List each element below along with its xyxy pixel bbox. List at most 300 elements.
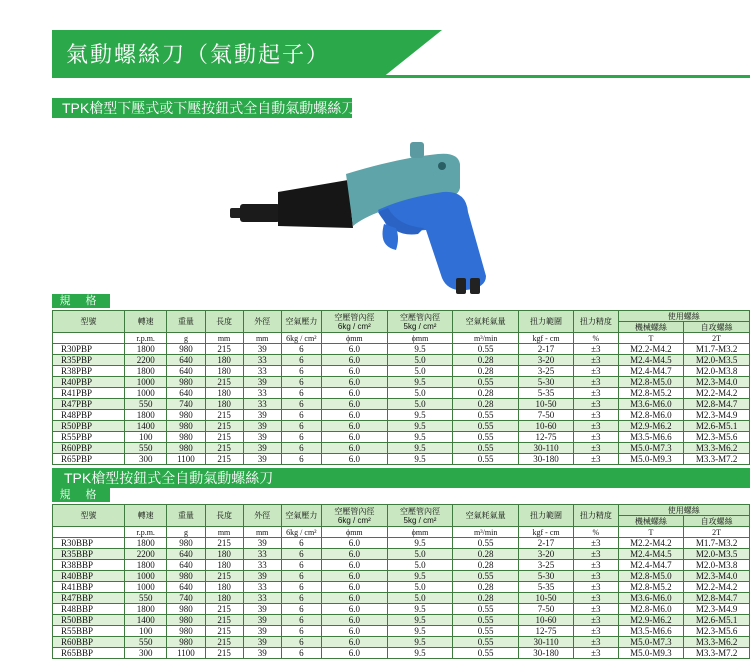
col-header-air-consumption: 空氣耗氣量 [453, 311, 519, 333]
table-row [53, 571, 750, 582]
table-cell: 640 [167, 549, 205, 560]
table-row [53, 626, 750, 637]
table-row [53, 377, 750, 388]
model-cell: R48PBP [53, 410, 125, 421]
col-header-screws: 使用螺絲 [618, 311, 749, 322]
table-cell: 9.5 [387, 443, 453, 454]
table-cell: 39 [243, 626, 281, 637]
table-cell: 6.0 [322, 410, 388, 421]
section1-spec-label: 規 格 [52, 294, 110, 308]
col-header-self-tapping: 自攻螺絲 [684, 322, 750, 333]
table-cell: 5.0 [387, 560, 453, 571]
section2-spec-label: 規 格 [52, 488, 110, 502]
table-cell: 6.0 [322, 344, 388, 355]
table-cell: 6 [281, 549, 321, 560]
table-cell: ±3 [574, 432, 618, 443]
table-cell: 1100 [167, 454, 205, 465]
table-cell: 6.0 [322, 560, 388, 571]
table-cell: 6.0 [322, 593, 388, 604]
table-cell: ±3 [574, 560, 618, 571]
table-cell: 215 [205, 432, 243, 443]
table-cell: 6 [281, 560, 321, 571]
pneumatic-screwdriver-image [228, 128, 498, 298]
table-cell: 39 [243, 410, 281, 421]
table-cell: M2.4-M4.7 [618, 560, 684, 571]
table-cell: 39 [243, 604, 281, 615]
table-row [53, 355, 750, 366]
unit-cell: T [618, 333, 684, 344]
col-header-hose-6kg-label: 空壓管內徑 [334, 312, 375, 322]
table-cell: 39 [243, 421, 281, 432]
table-cell: 9.5 [387, 615, 453, 626]
model-cell: R65BBP [53, 648, 125, 659]
table-cell: 30-110 [519, 443, 574, 454]
table-cell: 980 [167, 410, 205, 421]
table-cell: 215 [205, 626, 243, 637]
table-cell: 39 [243, 571, 281, 582]
units-row [53, 527, 750, 538]
table-cell: 180 [205, 560, 243, 571]
table-cell: 1400 [125, 615, 167, 626]
banner-underline [382, 75, 750, 78]
title-banner [52, 30, 750, 78]
table-cell: 6.0 [322, 538, 388, 549]
table-cell: M3.6-M6.0 [618, 593, 684, 604]
table-cell: 12-75 [519, 432, 574, 443]
table-cell: 0.55 [453, 604, 519, 615]
unit-cell: r.p.m. [125, 527, 167, 538]
table-cell: 10-50 [519, 399, 574, 410]
table-cell: 0.55 [453, 421, 519, 432]
table-cell: 1000 [125, 388, 167, 399]
col-header-diameter: 外徑 [243, 505, 281, 527]
table-cell: 6.0 [322, 615, 388, 626]
model-cell: R50PBP [53, 421, 125, 432]
table-cell: ±3 [574, 626, 618, 637]
col-header-torque-precision: 扭力精度 [574, 505, 618, 527]
table-cell: 0.55 [453, 571, 519, 582]
table-cell: 0.28 [453, 366, 519, 377]
table-cell: ±3 [574, 582, 618, 593]
table-cell: M3.3-M7.2 [684, 454, 750, 465]
table-cell: 0.55 [453, 648, 519, 659]
unit-cell: ϕmm [322, 333, 388, 344]
col-header-hose-6kg [322, 505, 388, 527]
table-cell: ±3 [574, 344, 618, 355]
table-cell: 6.0 [322, 421, 388, 432]
table-cell: 33 [243, 560, 281, 571]
table-cell: 300 [125, 648, 167, 659]
table-cell: 6 [281, 377, 321, 388]
table-row [53, 648, 750, 659]
table-cell: 215 [205, 410, 243, 421]
table-cell: 215 [205, 344, 243, 355]
table-row [53, 615, 750, 626]
col-header-torque-range: 扭力範圍 [519, 311, 574, 333]
table-cell: 10-50 [519, 593, 574, 604]
col-header-hose-5kg [387, 311, 453, 333]
table-cell: M2.8-M5.0 [618, 571, 684, 582]
table-cell: 6.0 [322, 648, 388, 659]
table-cell: 0.55 [453, 432, 519, 443]
table-cell: ±3 [574, 399, 618, 410]
table-row [53, 454, 750, 465]
table-cell: 5.0 [387, 388, 453, 399]
unit-cell: g [167, 527, 205, 538]
table-cell: 5.0 [387, 582, 453, 593]
table-cell: 39 [243, 648, 281, 659]
unit-cell-model [53, 333, 125, 344]
table-cell: 550 [125, 637, 167, 648]
table-cell: 6 [281, 648, 321, 659]
table-cell: M1.7-M3.2 [684, 344, 750, 355]
table-cell: 3-20 [519, 549, 574, 560]
col-header-air-pressure: 空氣壓力 [281, 505, 321, 527]
table-cell: 6 [281, 399, 321, 410]
table-cell: 9.5 [387, 432, 453, 443]
table-cell: 2200 [125, 549, 167, 560]
table-cell: M2.3-M5.6 [684, 432, 750, 443]
table-cell: 30-110 [519, 637, 574, 648]
table-cell: M2.0-M3.8 [684, 366, 750, 377]
table-cell: ±3 [574, 454, 618, 465]
table-cell: 5-30 [519, 571, 574, 582]
table-cell: 215 [205, 615, 243, 626]
table-cell: M3.5-M6.6 [618, 432, 684, 443]
unit-cell: mm [243, 527, 281, 538]
table-cell: 9.5 [387, 626, 453, 637]
table-cell: 6 [281, 443, 321, 454]
table-cell: M2.4-M4.5 [618, 355, 684, 366]
table-row [53, 366, 750, 377]
unit-cell: % [574, 527, 618, 538]
table-cell: 0.28 [453, 582, 519, 593]
table-cell: 6 [281, 626, 321, 637]
model-cell: R47BBP [53, 593, 125, 604]
table-cell: 0.28 [453, 399, 519, 410]
model-cell: R55BBP [53, 626, 125, 637]
model-cell: R38BBP [53, 560, 125, 571]
table-cell: M2.2-M4.2 [618, 538, 684, 549]
table-cell: 9.5 [387, 421, 453, 432]
table-cell: ±3 [574, 637, 618, 648]
model-cell: R47PBP [53, 399, 125, 410]
table-cell: 0.28 [453, 549, 519, 560]
table-cell: M2.2-M4.2 [684, 388, 750, 399]
table-cell: M3.3-M7.2 [684, 648, 750, 659]
table-row [53, 582, 750, 593]
table-cell: 980 [167, 538, 205, 549]
table-cell: M5.0-M9.3 [618, 454, 684, 465]
col-header-hose-5kg-sub: 5kg / cm² [403, 321, 437, 331]
table-cell: 0.55 [453, 615, 519, 626]
unit-cell: kgf - cm [519, 527, 574, 538]
spec-table-pbp [52, 310, 750, 465]
table-cell: 550 [125, 443, 167, 454]
table-cell: 9.5 [387, 538, 453, 549]
table-row [53, 344, 750, 355]
col-header-length: 長度 [205, 505, 243, 527]
col-header-torque-range: 扭力範圍 [519, 505, 574, 527]
unit-cell: mm [205, 527, 243, 538]
table-cell: 30-180 [519, 648, 574, 659]
col-header-machine-screw: 機械螺絲 [618, 516, 684, 527]
table-row [53, 560, 750, 571]
table-cell: 6.0 [322, 366, 388, 377]
table-cell: 0.55 [453, 410, 519, 421]
table-row [53, 593, 750, 604]
col-header-hose-6kg-sub: 6kg / cm² [337, 321, 371, 331]
model-cell: R40BBP [53, 571, 125, 582]
col-header-diameter: 外徑 [243, 311, 281, 333]
table-cell: 180 [205, 582, 243, 593]
table-cell: 12-75 [519, 626, 574, 637]
table-cell: 5.0 [387, 399, 453, 410]
table-cell: 9.5 [387, 344, 453, 355]
table-cell: 5.0 [387, 549, 453, 560]
table-cell: 33 [243, 582, 281, 593]
table-cell: 5-35 [519, 582, 574, 593]
table-cell: 9.5 [387, 410, 453, 421]
table-cell: 2-17 [519, 344, 574, 355]
table-cell: 980 [167, 443, 205, 454]
col-header-hose-5kg-sub: 5kg / cm² [403, 515, 437, 525]
table-cell: M2.8-M5.2 [618, 388, 684, 399]
model-cell: R35PBP [53, 355, 125, 366]
table-row [53, 538, 750, 549]
table-cell: M3.3-M6.2 [684, 443, 750, 454]
table-cell: ±3 [574, 571, 618, 582]
table-cell: 9.5 [387, 454, 453, 465]
col-header-hose-6kg [322, 311, 388, 333]
table-cell: M2.3-M5.6 [684, 626, 750, 637]
unit-cell: 6kg / cm² [281, 333, 321, 344]
table-cell: 640 [167, 388, 205, 399]
table-cell: ±3 [574, 593, 618, 604]
table-cell: 6 [281, 637, 321, 648]
col-header-screws: 使用螺絲 [618, 505, 749, 516]
table-cell: M2.9-M6.2 [618, 615, 684, 626]
table-cell: 215 [205, 454, 243, 465]
table-cell: 1000 [125, 571, 167, 582]
table-cell: 215 [205, 538, 243, 549]
table-cell: ±3 [574, 366, 618, 377]
table-cell: M2.8-M6.0 [618, 410, 684, 421]
table-cell: 3-25 [519, 366, 574, 377]
table-cell: 2200 [125, 355, 167, 366]
table-cell: 180 [205, 366, 243, 377]
table-cell: 9.5 [387, 571, 453, 582]
table-cell: ±3 [574, 615, 618, 626]
table-cell: 6.0 [322, 355, 388, 366]
unit-cell-model [53, 527, 125, 538]
table-cell: 6.0 [322, 399, 388, 410]
unit-cell: % [574, 333, 618, 344]
col-header-air-consumption: 空氣耗氣量 [453, 505, 519, 527]
model-cell: R60BBP [53, 637, 125, 648]
table-cell: M1.7-M3.2 [684, 538, 750, 549]
table-cell: 33 [243, 399, 281, 410]
table-cell: 215 [205, 637, 243, 648]
table-cell: 39 [243, 377, 281, 388]
table-cell: 0.55 [453, 454, 519, 465]
table-cell: 6 [281, 615, 321, 626]
table-cell: 640 [167, 560, 205, 571]
table-cell: 10-60 [519, 615, 574, 626]
col-header-speed: 轉速 [125, 311, 167, 333]
table-cell: 640 [167, 355, 205, 366]
table-cell: M2.8-M4.7 [684, 593, 750, 604]
table-cell: 0.28 [453, 355, 519, 366]
table-cell: 3-20 [519, 355, 574, 366]
table-cell: 980 [167, 637, 205, 648]
table-cell: M2.0-M3.5 [684, 549, 750, 560]
table-cell: 0.55 [453, 538, 519, 549]
table-cell: 0.55 [453, 377, 519, 388]
table-cell: M2.3-M4.0 [684, 377, 750, 388]
section2-title: TPK槍型按鈕式全自動氣動螺絲刀 [52, 468, 750, 488]
table-cell: 980 [167, 571, 205, 582]
table-cell: 6 [281, 421, 321, 432]
table-cell: 5.0 [387, 366, 453, 377]
col-header-hose-5kg [387, 505, 453, 527]
table-row [53, 549, 750, 560]
table-cell: 9.5 [387, 377, 453, 388]
table-cell: 5.0 [387, 355, 453, 366]
table-cell: 0.55 [453, 637, 519, 648]
table-cell: 1000 [125, 377, 167, 388]
table-cell: ±3 [574, 538, 618, 549]
table-cell: 1800 [125, 366, 167, 377]
model-cell: R60PBP [53, 443, 125, 454]
col-header-weight: 重量 [167, 505, 205, 527]
table-cell: 980 [167, 604, 205, 615]
col-header-hose-5kg-label: 空壓管內徑 [400, 506, 440, 516]
table-cell: M3.5-M6.6 [618, 626, 684, 637]
table-cell: 1400 [125, 421, 167, 432]
unit-cell: T [618, 527, 684, 538]
table-cell: 180 [205, 549, 243, 560]
table-cell: 39 [243, 615, 281, 626]
table-cell: 6 [281, 355, 321, 366]
table-cell: M5.0-M9.3 [618, 648, 684, 659]
table-cell: 180 [205, 593, 243, 604]
model-cell: R35BBP [53, 549, 125, 560]
table-cell: 6.0 [322, 377, 388, 388]
table-cell: 0.55 [453, 443, 519, 454]
table-cell: 6 [281, 604, 321, 615]
table-cell: 0.28 [453, 560, 519, 571]
table-cell: ±3 [574, 388, 618, 399]
unit-cell: ϕmm [387, 333, 453, 344]
table-row [53, 443, 750, 454]
table-cell: ±3 [574, 421, 618, 432]
table-cell: M2.4-M4.5 [618, 549, 684, 560]
table-cell: M2.6-M5.1 [684, 421, 750, 432]
spec-table-bbp [52, 504, 750, 659]
units-row [53, 333, 750, 344]
model-cell: R38PBP [53, 366, 125, 377]
unit-cell: 2T [684, 527, 750, 538]
table-cell: 0.28 [453, 388, 519, 399]
table-cell: 215 [205, 377, 243, 388]
col-header-model: 型號 [53, 311, 125, 333]
table-cell: ±3 [574, 443, 618, 454]
table-row [53, 399, 750, 410]
table-cell: M2.8-M5.2 [618, 582, 684, 593]
table-cell: 640 [167, 582, 205, 593]
table-cell: 9.5 [387, 604, 453, 615]
table-cell: 980 [167, 377, 205, 388]
table-cell: 39 [243, 443, 281, 454]
table-cell: M2.3-M4.0 [684, 571, 750, 582]
table-cell: 6 [281, 538, 321, 549]
table-cell: 30-180 [519, 454, 574, 465]
table-row [53, 421, 750, 432]
table-cell: 6.0 [322, 571, 388, 582]
model-cell: R30PBP [53, 344, 125, 355]
table-cell: 0.55 [453, 344, 519, 355]
table-cell: ±3 [574, 410, 618, 421]
unit-cell: 6kg / cm² [281, 527, 321, 538]
page-title: 氣動螺絲刀（氣動起子） [66, 42, 331, 67]
table-cell: 980 [167, 626, 205, 637]
table-cell: 1800 [125, 344, 167, 355]
col-header-torque-precision: 扭力精度 [574, 311, 618, 333]
table-cell: M3.6-M6.0 [618, 399, 684, 410]
table-cell: ±3 [574, 549, 618, 560]
table-cell: M2.8-M6.0 [618, 604, 684, 615]
col-header-machine-screw: 機械螺絲 [618, 322, 684, 333]
table-cell: 550 [125, 593, 167, 604]
table-cell: 33 [243, 355, 281, 366]
table-cell: M2.2-M4.2 [684, 582, 750, 593]
table-row [53, 432, 750, 443]
model-cell: R48BBP [53, 604, 125, 615]
table-cell: 33 [243, 549, 281, 560]
col-header-hose-6kg-label: 空壓管內徑 [334, 506, 375, 516]
table-cell: M2.3-M4.9 [684, 604, 750, 615]
table-cell: M2.8-M4.7 [684, 399, 750, 410]
table-cell: 6 [281, 344, 321, 355]
table-cell: ±3 [574, 355, 618, 366]
table-cell: 9.5 [387, 648, 453, 659]
table-cell: M2.9-M6.2 [618, 421, 684, 432]
col-header-speed: 轉速 [125, 505, 167, 527]
col-header-self-tapping: 自攻螺絲 [684, 516, 750, 527]
col-header-model: 型號 [53, 505, 125, 527]
header-row [53, 505, 750, 516]
table-cell: ±3 [574, 648, 618, 659]
unit-cell: ϕmm [387, 527, 453, 538]
table-cell: 5-30 [519, 377, 574, 388]
table-cell: 6.0 [322, 626, 388, 637]
table-cell: ±3 [574, 377, 618, 388]
model-cell: R40PBP [53, 377, 125, 388]
unit-cell: kgf - cm [519, 333, 574, 344]
table-cell: 100 [125, 432, 167, 443]
table-cell: 7-50 [519, 604, 574, 615]
table-cell: 6 [281, 582, 321, 593]
table-cell: 39 [243, 344, 281, 355]
col-header-hose-6kg-sub: 6kg / cm² [337, 515, 371, 525]
unit-cell: ϕmm [322, 527, 388, 538]
banner-slant [382, 30, 442, 78]
unit-cell: 2T [684, 333, 750, 344]
table-cell: 1100 [167, 648, 205, 659]
table-cell: 33 [243, 388, 281, 399]
unit-cell: r.p.m. [125, 333, 167, 344]
